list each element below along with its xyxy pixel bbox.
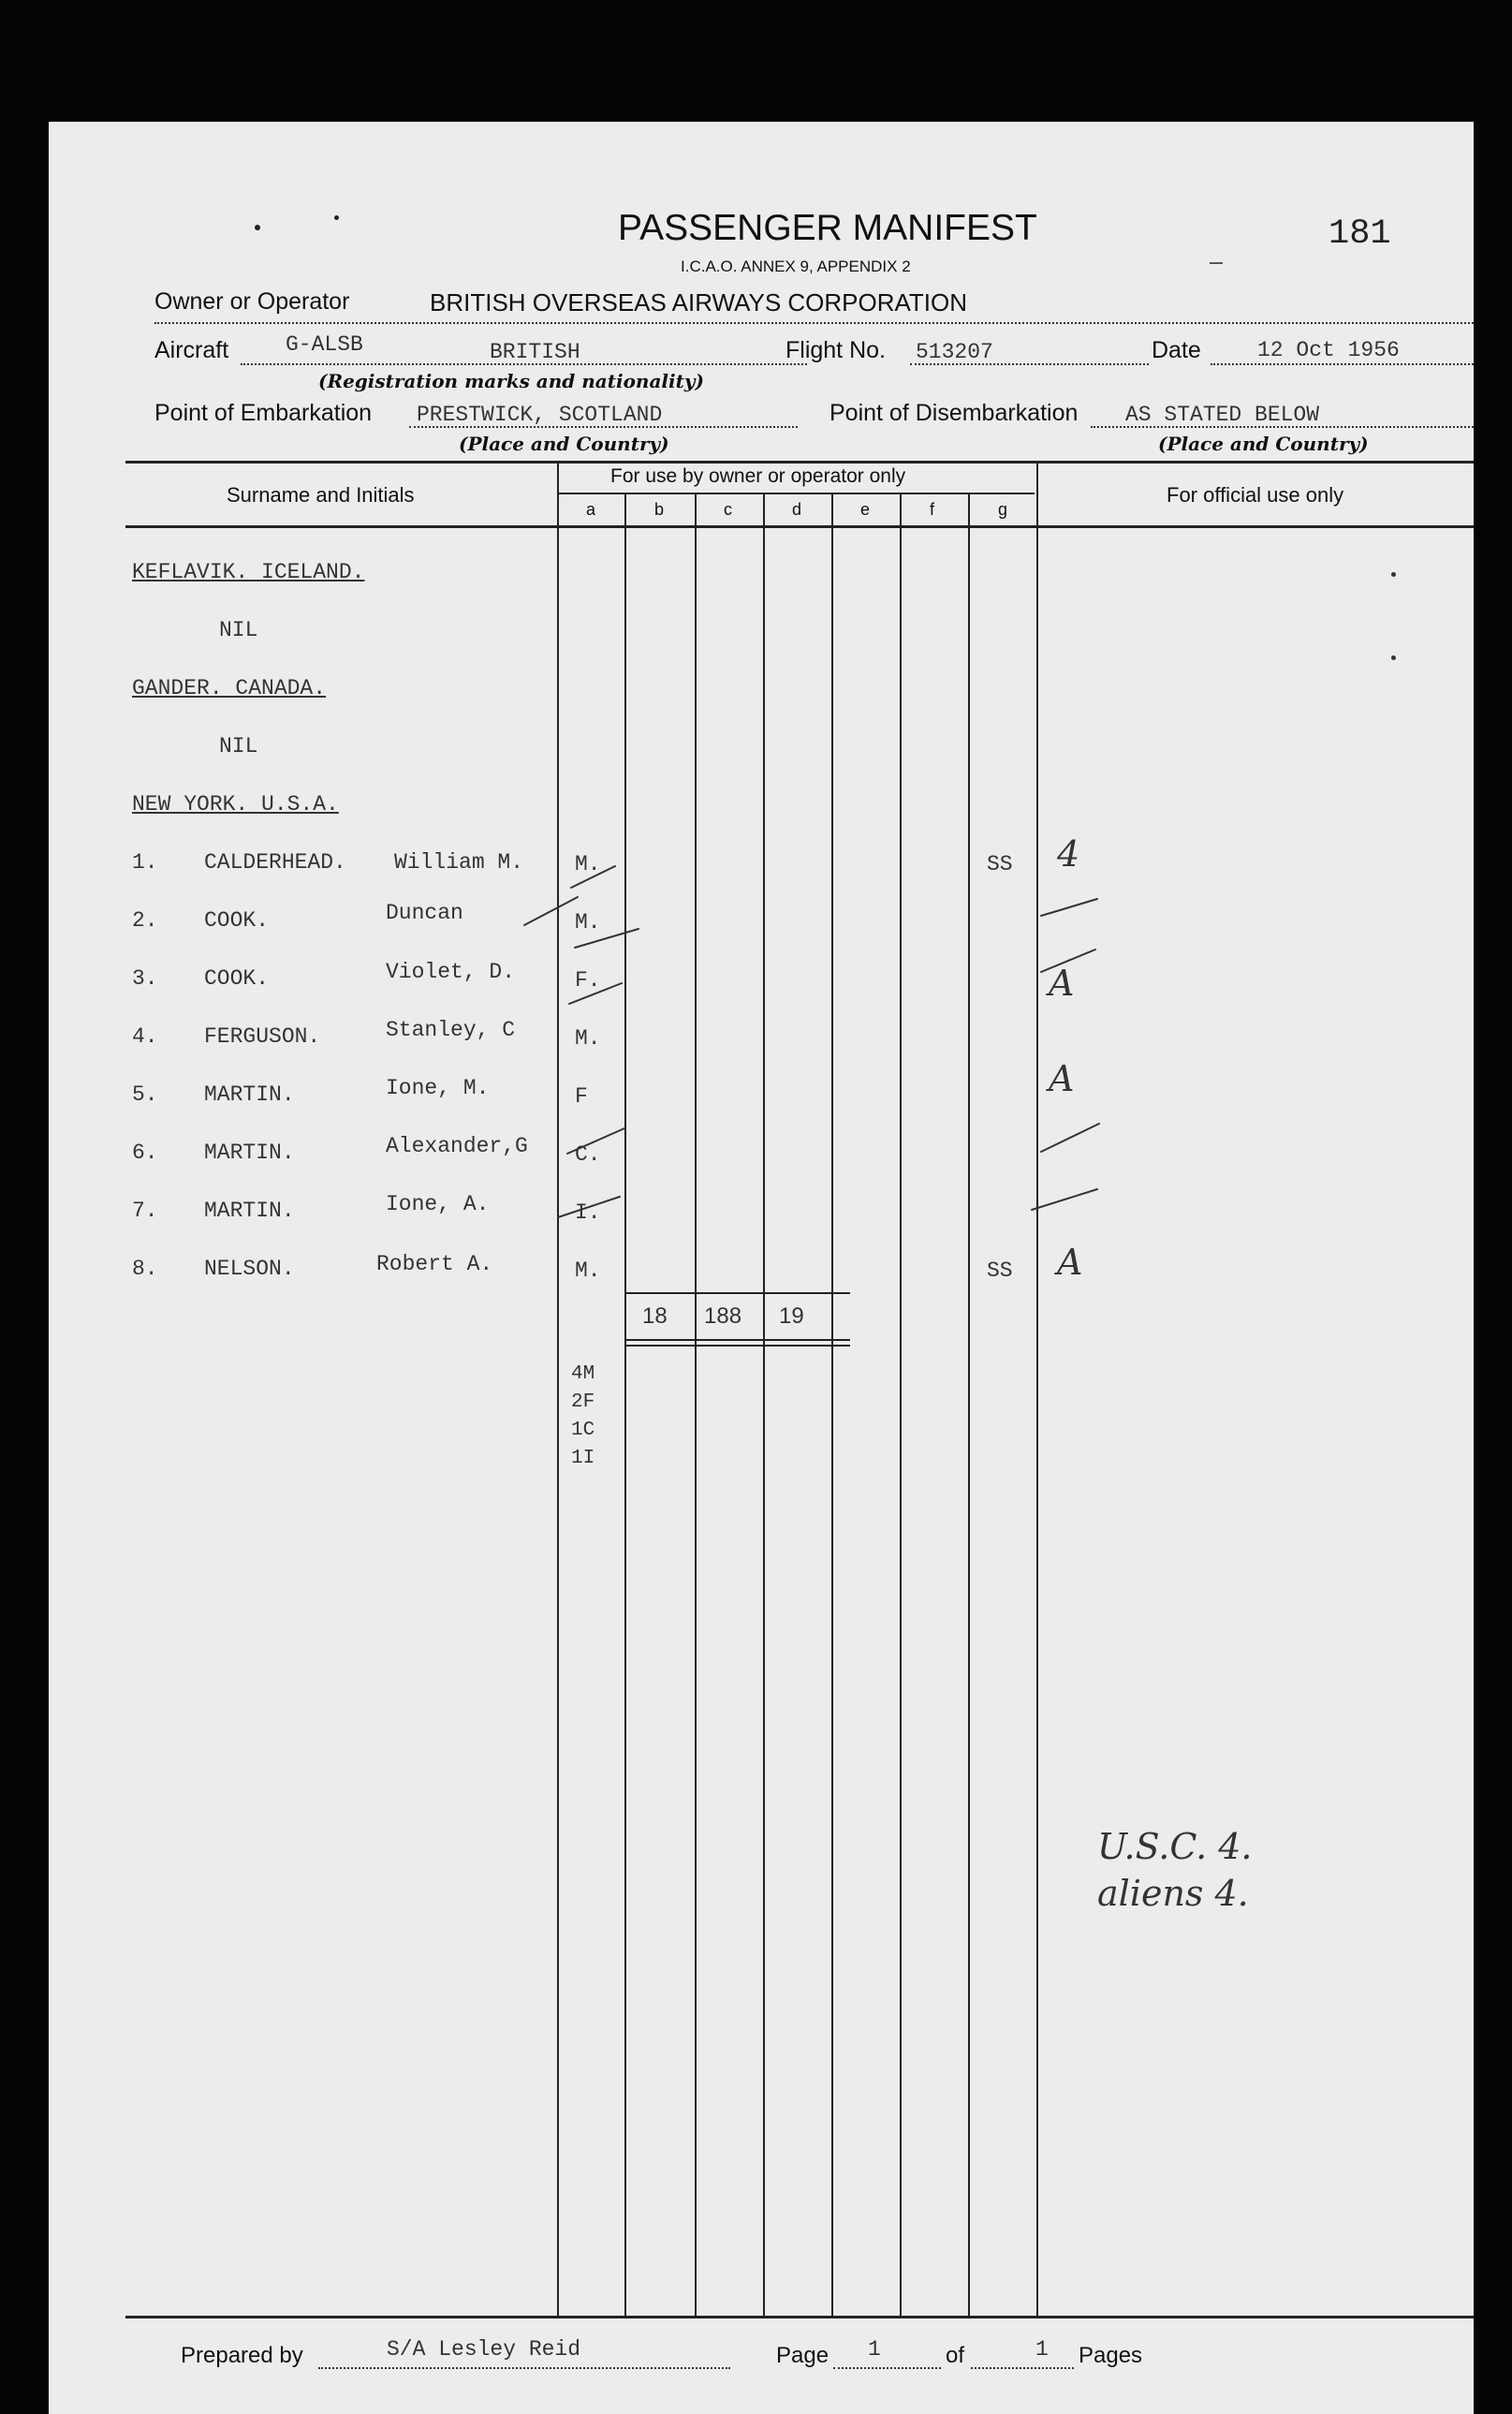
total-c: 188	[704, 1303, 742, 1329]
totals-top-rule	[624, 1292, 850, 1294]
section-place: KEFLAVIK. ICELAND.	[132, 560, 365, 584]
official-note: U.S.C. 4.	[1097, 1826, 1253, 1867]
row-number: 1.	[132, 850, 158, 875]
tick-stroke	[524, 897, 578, 925]
tick-stroke	[569, 983, 622, 1004]
passenger-surname: NELSON.	[204, 1257, 295, 1281]
passenger-g-code: SS	[987, 852, 1013, 876]
section-note: NIL	[219, 734, 258, 758]
passenger-given-name: William M.	[394, 850, 524, 875]
aircraft-caption: (Registration marks and nationality)	[318, 370, 704, 392]
subcol-a: a	[586, 500, 596, 519]
passenger-surname: COOK.	[204, 966, 270, 991]
aircraft-label: Aircraft	[154, 337, 229, 363]
row-number: 8.	[132, 1257, 158, 1281]
section-place: GANDER. CANADA.	[132, 676, 327, 700]
section-note: NIL	[219, 618, 258, 642]
tick-stroke	[571, 866, 615, 888]
passenger-category: F	[575, 1084, 588, 1109]
summary-count: 4M	[571, 1363, 595, 1385]
manifest-subtitle: I.C.A.O. ANNEX 9, APPENDIX 2	[681, 258, 911, 275]
passenger-category: M.	[575, 1259, 601, 1283]
date-label: Date	[1152, 337, 1201, 363]
subcol-f: f	[930, 500, 935, 519]
passenger-surname: FERGUSON.	[204, 1024, 321, 1049]
page-label: Page	[776, 2343, 829, 2368]
tick-stroke	[575, 929, 639, 948]
totals-double-rule	[624, 1345, 850, 1347]
passenger-category: M.	[575, 910, 601, 935]
page-dots	[833, 2367, 941, 2369]
passenger-surname: COOK.	[204, 908, 270, 933]
page-number: 181	[1329, 214, 1391, 254]
passenger-given-name: Ione, M.	[386, 1076, 490, 1100]
pages-label: Pages	[1079, 2343, 1143, 2368]
passenger-category: M.	[575, 1026, 601, 1051]
passenger-category: I.	[575, 1200, 601, 1225]
section-place: NEW YORK. U.S.A.	[132, 792, 339, 817]
manifest-title: PASSENGER MANIFEST	[618, 208, 1037, 248]
total-b: 18	[642, 1303, 668, 1329]
prepared-dots	[318, 2367, 730, 2369]
passenger-given-name: Duncan	[386, 901, 463, 925]
passenger-surname: MARTIN.	[204, 1199, 295, 1223]
subcol-d: d	[792, 500, 802, 519]
header-surname: Surname and Initials	[227, 483, 415, 507]
passenger-given-name: Alexander,G	[386, 1134, 528, 1158]
date-value: 12 Oct 1956	[1257, 338, 1400, 362]
aircraft-registration: G-ALSB	[286, 332, 363, 357]
passenger-surname: CALDERHEAD.	[204, 850, 346, 875]
prepared-value: S/A Lesley Reid	[387, 2337, 581, 2362]
embark-value: PRESTWICK, SCOTLAND	[417, 403, 663, 427]
of-value: 1	[1035, 2337, 1049, 2362]
owner-label: Owner or Operator	[154, 288, 350, 315]
tick-stroke	[567, 1128, 624, 1154]
passenger-category: C.	[575, 1142, 601, 1167]
official-mark: A	[1057, 1242, 1083, 1283]
total-d: 19	[779, 1303, 804, 1329]
of-label: of	[946, 2343, 965, 2368]
summary-count: 1I	[571, 1448, 595, 1469]
embark-caption: (Place and Country)	[459, 433, 669, 455]
row-number: 5.	[132, 1082, 158, 1107]
aircraft-nationality: BRITISH	[490, 340, 580, 364]
passenger-given-name: Ione, A.	[386, 1192, 490, 1216]
subcol-c: c	[724, 500, 732, 519]
row-number: 7.	[132, 1199, 158, 1223]
subcol-b: b	[654, 500, 665, 519]
row-number: 6.	[132, 1141, 158, 1165]
official-note: aliens 4.	[1097, 1873, 1249, 1914]
tick-stroke	[1041, 899, 1097, 916]
summary-count: 2F	[571, 1391, 595, 1413]
passenger-given-name: Robert A.	[376, 1252, 493, 1276]
page-value: 1	[868, 2337, 881, 2362]
of-dots	[971, 2367, 1074, 2369]
passenger-given-name: Violet, D.	[386, 960, 516, 984]
disembark-value: AS STATED BELOW	[1125, 403, 1320, 427]
flight-label: Flight No.	[785, 337, 886, 363]
passenger-given-name: Stanley, C	[386, 1018, 516, 1042]
official-mark: A	[1049, 1058, 1075, 1099]
passenger-surname: MARTIN.	[204, 1141, 295, 1165]
disembark-caption: (Place and Country)	[1158, 433, 1369, 455]
header-owner-use: For use by owner or operator only	[610, 465, 906, 487]
official-mark: 4	[1057, 833, 1080, 875]
passenger-category: M.	[575, 852, 601, 876]
pencil-strokes	[49, 122, 1474, 2414]
summary-count: 1C	[571, 1420, 595, 1441]
subcol-g: g	[998, 500, 1008, 519]
passenger-g-code: SS	[987, 1259, 1013, 1283]
row-number: 2.	[132, 908, 158, 933]
row-number: 3.	[132, 966, 158, 991]
tick-stroke	[558, 1197, 620, 1217]
flight-number: 513207	[916, 340, 993, 364]
tick-stroke	[1041, 1124, 1099, 1152]
passenger-category: F.	[575, 968, 601, 993]
passenger-surname: MARTIN.	[204, 1082, 295, 1107]
row-number: 4.	[132, 1024, 158, 1049]
totals-double-rule	[624, 1339, 850, 1341]
prepared-label: Prepared by	[181, 2343, 303, 2368]
official-mark: A	[1049, 963, 1075, 1004]
embark-label: Point of Embarkation	[154, 400, 373, 426]
tick-stroke	[1041, 949, 1095, 972]
disembark-label: Point of Disembarkation	[829, 400, 1079, 426]
owner-value: BRITISH OVERSEAS AIRWAYS CORPORATION	[430, 288, 968, 316]
subcol-e: e	[860, 500, 871, 519]
manifest-sheet	[49, 122, 1474, 2414]
header-official: For official use only	[1167, 483, 1344, 507]
tick-stroke	[1032, 1189, 1097, 1210]
